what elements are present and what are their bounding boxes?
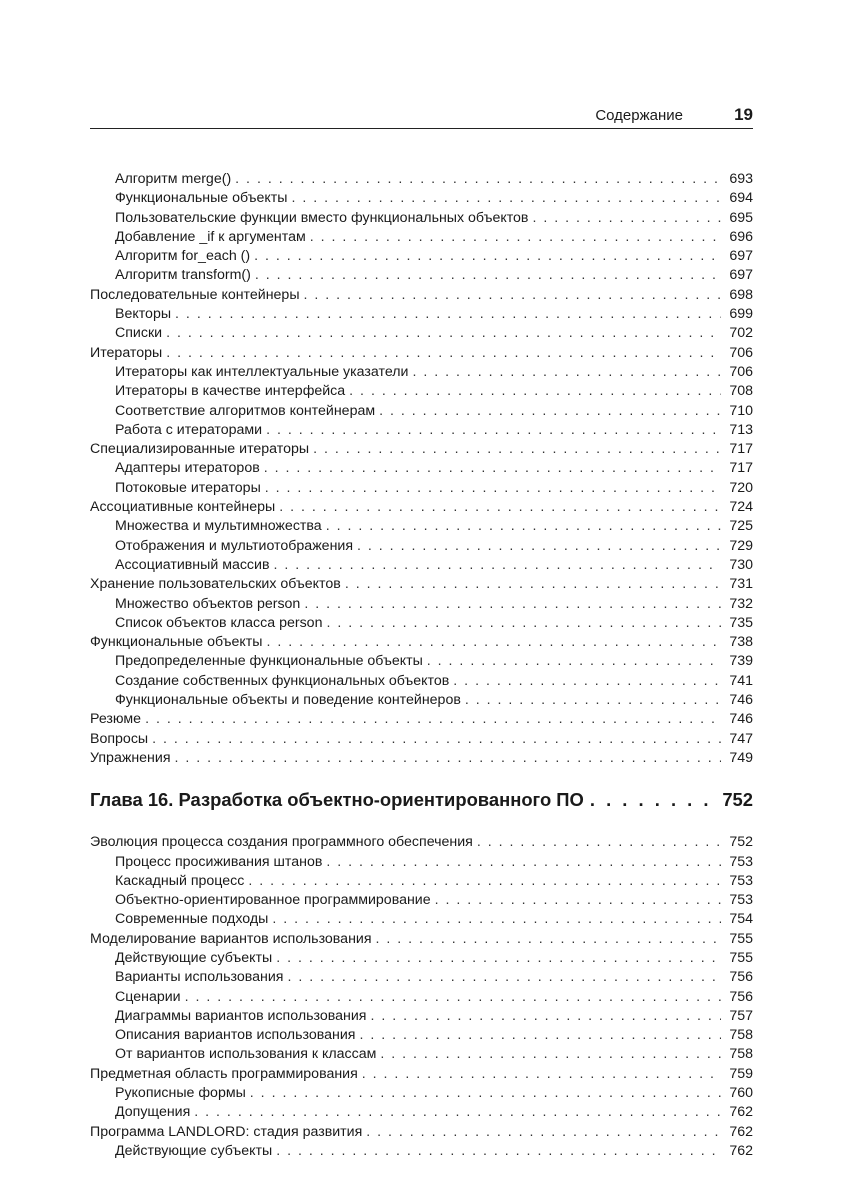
entry-page: 698 — [729, 286, 753, 303]
entry-title: Соответствие алгоритмов контейнерам — [115, 402, 376, 419]
entry-page: 757 — [729, 1007, 753, 1024]
dot-leader — [250, 1084, 721, 1103]
toc-subsection-entry[interactable] — [90, 228, 753, 247]
dot-leader — [266, 421, 721, 440]
toc-subsection-entry[interactable] — [90, 910, 753, 929]
entry-page: 746 — [729, 692, 753, 709]
entry-title: Рукописные формы — [115, 1085, 246, 1102]
toc-subsection-entry[interactable] — [90, 266, 753, 285]
dot-leader — [267, 633, 722, 652]
entry-page: 746 — [729, 711, 753, 728]
entry-title: Пользовательские функции вместо функциональных объектов — [115, 209, 529, 226]
entry-title: Адаптеры итераторов — [115, 460, 260, 477]
toc-subsection-entry[interactable] — [90, 652, 753, 671]
dot-leader — [357, 537, 721, 556]
entry-page: 729 — [729, 537, 753, 554]
entry-title: Список объектов класса person — [115, 614, 323, 631]
entry-title: Множество объектов person — [115, 595, 301, 612]
entry-page: 710 — [729, 402, 753, 419]
dot-leader — [380, 1045, 721, 1064]
toc-section-entry[interactable] — [90, 730, 753, 749]
entry-page: 753 — [729, 853, 753, 870]
entry-title: Потоковые итераторы — [115, 479, 261, 496]
toc-subsection-entry[interactable] — [90, 363, 753, 382]
entry-title: Действующие субъекты — [115, 1142, 273, 1159]
toc-subsection-entry[interactable] — [90, 1007, 753, 1026]
entry-title: Каскадный процесс — [115, 872, 245, 889]
entry-page: 732 — [729, 595, 753, 612]
entry-title: Объектно-ориентированное программирование — [115, 892, 431, 909]
entry-page: 752 — [729, 834, 753, 851]
dot-leader — [166, 324, 721, 343]
entry-page: 760 — [729, 1085, 753, 1102]
dot-leader — [272, 910, 721, 929]
toc-section-before-chapter — [90, 170, 753, 768]
entry-title: Алгоритм merge() — [115, 171, 232, 187]
dot-leader — [590, 789, 716, 811]
entry-title: Последовательные контейнеры — [90, 286, 300, 303]
entry-title: Современные подходы — [115, 911, 269, 928]
dot-leader — [435, 891, 721, 910]
entry-title: Функциональные объекты — [115, 190, 288, 207]
chapter-page: 752 — [722, 789, 753, 811]
entry-page: 756 — [729, 969, 753, 986]
toc-subsection-entry[interactable] — [90, 853, 753, 872]
toc-subsection-entry[interactable] — [90, 459, 753, 478]
toc-subsection-entry[interactable] — [90, 402, 753, 421]
page-number: 19 — [734, 105, 753, 124]
entry-page: 697 — [729, 248, 753, 265]
dot-leader — [326, 517, 721, 536]
entry-page: 735 — [729, 614, 753, 631]
entry-title: Функциональные объекты — [90, 634, 263, 651]
dot-leader — [477, 833, 721, 852]
dot-leader — [145, 710, 721, 729]
entry-page: 749 — [729, 749, 753, 766]
entry-page: 758 — [729, 1046, 753, 1063]
toc-subsection-entry[interactable] — [90, 209, 753, 228]
running-header — [90, 104, 753, 129]
toc-subsection-entry[interactable] — [90, 382, 753, 401]
entry-page: 738 — [729, 634, 753, 651]
toc-subsection-entry[interactable] — [90, 968, 753, 987]
entry-page: 731 — [729, 576, 753, 593]
toc-subsection-entry[interactable] — [90, 170, 753, 189]
toc-subsection-entry[interactable] — [90, 421, 753, 440]
dot-leader — [304, 286, 721, 305]
dot-leader — [235, 170, 721, 189]
table-of-contents — [90, 170, 753, 1161]
entry-title: Вопросы — [90, 730, 149, 747]
entry-title: Алгоритм for_each () — [115, 248, 251, 265]
entry-page: 713 — [729, 421, 753, 438]
dot-leader — [273, 556, 721, 575]
toc-section-entry[interactable] — [90, 833, 753, 852]
dot-leader — [264, 459, 721, 478]
entry-page: 754 — [729, 911, 753, 928]
dot-leader — [304, 595, 721, 614]
toc-subsection-entry[interactable] — [90, 247, 753, 266]
entry-title: Диаграммы вариантов использования — [115, 1007, 367, 1024]
entry-title: Специализированные итераторы — [90, 441, 310, 458]
toc-section-entry[interactable] — [90, 575, 753, 594]
entry-title: Отображения и мультиотображения — [115, 537, 354, 554]
toc-section-entry[interactable] — [90, 749, 753, 768]
toc-subsection-entry[interactable] — [90, 872, 753, 891]
entry-title: Резюме — [90, 711, 142, 728]
dot-leader — [345, 575, 721, 594]
entry-page: 706 — [729, 344, 753, 361]
entry-page: 706 — [729, 363, 753, 380]
toc-chapter-heading[interactable] — [90, 789, 753, 815]
toc-subsection-entry[interactable] — [90, 537, 753, 556]
entry-page: 717 — [729, 441, 753, 458]
entry-page: 739 — [729, 653, 753, 670]
toc-subsection-entry[interactable] — [90, 1026, 753, 1045]
entry-page: 762 — [729, 1104, 753, 1121]
toc-section-entry[interactable] — [90, 710, 753, 729]
toc-section-entry[interactable] — [90, 344, 753, 363]
entry-title: Итераторы как интеллектуальные указатели — [115, 363, 409, 380]
entry-title: Эволюция процесса создания программного обеспечения — [90, 834, 473, 851]
entry-title: Ассоциативные контейнеры — [90, 499, 276, 516]
entry-page: 747 — [729, 730, 753, 747]
dot-leader — [276, 1142, 721, 1161]
entry-title: От вариантов использования к классам — [115, 1046, 377, 1063]
entry-title: Итераторы — [90, 344, 163, 361]
dot-leader — [255, 266, 721, 285]
entry-title: Векторы — [115, 306, 172, 323]
dot-leader — [362, 1065, 721, 1084]
running-header-title: Содержание — [595, 107, 683, 124]
entry-page: 695 — [729, 209, 753, 226]
dot-leader — [292, 189, 722, 208]
dot-leader — [453, 672, 721, 691]
dot-leader — [532, 209, 721, 228]
entry-page: 708 — [729, 383, 753, 400]
dot-leader — [313, 440, 721, 459]
toc-subsection-entry[interactable] — [90, 1084, 753, 1103]
dot-leader — [326, 614, 721, 633]
toc-subsection-entry[interactable] — [90, 556, 753, 575]
toc-section-entry[interactable] — [90, 286, 753, 305]
entry-page: 696 — [729, 228, 753, 245]
toc-subsection-entry[interactable] — [90, 324, 753, 343]
entry-page: 699 — [729, 306, 753, 323]
entry-page: 755 — [729, 949, 753, 966]
entry-title: Хранение пользовательских объектов — [90, 576, 341, 593]
entry-title: Сценарии — [115, 988, 181, 1005]
toc-subsection-entry[interactable] — [90, 1142, 753, 1161]
toc-subsection-entry[interactable] — [90, 672, 753, 691]
entry-title: Действующие субъекты — [115, 949, 273, 966]
toc-section-after-chapter — [90, 833, 753, 1161]
entry-page: 725 — [729, 518, 753, 535]
toc-section-entry[interactable] — [90, 440, 753, 459]
entry-page: 755 — [729, 930, 753, 947]
entry-title: Добавление _if к аргументам — [115, 228, 306, 245]
toc-section-entry[interactable] — [90, 1065, 753, 1084]
dot-leader — [412, 363, 721, 382]
dot-leader — [185, 988, 721, 1007]
entry-page: 730 — [729, 556, 753, 573]
dot-leader — [279, 498, 721, 517]
entry-page: 697 — [729, 267, 753, 284]
entry-title: Допущения — [115, 1104, 191, 1121]
entry-page: 693 — [729, 171, 753, 187]
dot-leader — [326, 853, 721, 872]
dot-leader — [166, 344, 721, 363]
toc-subsection-entry[interactable] — [90, 189, 753, 208]
entry-page: 724 — [729, 499, 753, 516]
entry-page: 702 — [729, 325, 753, 342]
entry-title: Работа с итераторами — [115, 421, 263, 438]
dot-leader — [349, 382, 721, 401]
entry-page: 762 — [729, 1142, 753, 1159]
entry-title: Моделирование вариантов использования — [90, 930, 372, 947]
entry-title: Описания вариантов использования — [115, 1027, 356, 1044]
toc-section-entry[interactable] — [90, 633, 753, 652]
dot-leader — [465, 691, 721, 710]
dot-leader — [254, 247, 721, 266]
dot-leader — [379, 402, 721, 421]
entry-title: Предопределенные функциональные объекты — [115, 653, 423, 670]
entry-title: Функциональные объекты и поведение контейнеров — [115, 692, 461, 709]
entry-title: Процесс просиживания штанов — [115, 853, 323, 870]
toc-subsection-entry[interactable] — [90, 1045, 753, 1064]
toc-subsection-entry[interactable] — [90, 614, 753, 633]
entry-page: 759 — [729, 1065, 753, 1082]
entry-title: Создание собственных функциональных объектов — [115, 672, 450, 689]
entry-title: Списки — [115, 325, 163, 342]
entry-page: 741 — [729, 672, 753, 689]
chapter-title: Глава 16. Разработка объектно-ориентированного ПО — [90, 789, 584, 811]
entry-title: Упражнения — [90, 749, 171, 766]
entry-page: 694 — [729, 190, 753, 207]
dot-leader — [175, 305, 721, 324]
entry-title: Программа LANDLORD: стадия развития — [90, 1123, 363, 1140]
dot-leader — [310, 228, 721, 247]
dot-leader — [248, 872, 721, 891]
toc-subsection-entry[interactable] — [90, 891, 753, 910]
toc-subsection-entry[interactable] — [90, 988, 753, 1007]
entry-title: Предметная область программирования — [90, 1065, 358, 1082]
dot-leader — [359, 1026, 721, 1045]
dot-leader — [427, 652, 721, 671]
entry-page: 758 — [729, 1027, 753, 1044]
entry-title: Алгоритм transform() — [115, 267, 251, 284]
toc-subsection-entry[interactable] — [90, 595, 753, 614]
dot-leader — [152, 730, 721, 749]
entry-page: 753 — [729, 892, 753, 909]
toc-section-entry[interactable] — [90, 930, 753, 949]
entry-title: Итераторы в качестве интерфейса — [115, 383, 346, 400]
toc-subsection-entry[interactable] — [90, 1103, 753, 1122]
dot-leader — [276, 949, 721, 968]
entry-page: 717 — [729, 460, 753, 477]
dot-leader — [265, 479, 721, 498]
toc-subsection-entry[interactable] — [90, 305, 753, 324]
entry-page: 762 — [729, 1123, 753, 1140]
toc-section-entry[interactable] — [90, 498, 753, 517]
entry-page: 753 — [729, 872, 753, 889]
toc-subsection-entry[interactable] — [90, 691, 753, 710]
entry-title: Ассоциативный массив — [115, 556, 270, 573]
dot-leader — [370, 1007, 721, 1026]
toc-subsection-entry[interactable] — [90, 949, 753, 968]
entry-page: 756 — [729, 988, 753, 1005]
entry-title: Варианты использования — [115, 969, 284, 986]
dot-leader — [376, 930, 721, 949]
toc-subsection-entry[interactable] — [90, 479, 753, 498]
dot-leader — [366, 1123, 721, 1142]
toc-section-entry[interactable] — [90, 1123, 753, 1142]
dot-leader — [175, 749, 722, 768]
dot-leader — [194, 1103, 721, 1122]
toc-subsection-entry[interactable] — [90, 517, 753, 536]
entry-title: Множества и мультимножества — [115, 518, 322, 535]
dot-leader — [287, 968, 721, 987]
entry-page: 720 — [729, 479, 753, 496]
